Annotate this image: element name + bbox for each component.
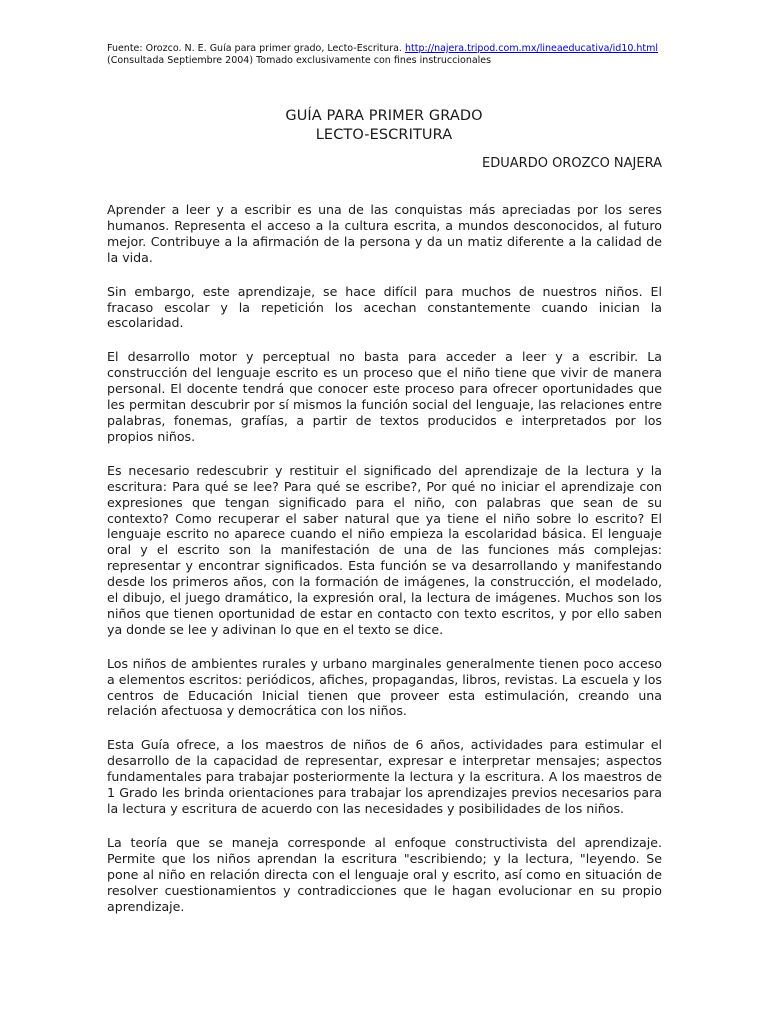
- document-subtitle: LECTO-ESCRITURA: [315, 127, 453, 143]
- author-name: EDUARDO OROZCO NAJERA: [482, 156, 662, 171]
- paragraph: La teoría que se maneja corresponde al enfoque constructivista del aprendizaje. Permite que los niños aprendan la escritura "escribiendo; y la lectura, "leyendo. Se pone al niño en relación directa con el lenguaje oral y escrito, así como en situación de resolver cuestionamientos y contradicciones que le hagan evolucionar en su propio aprendizaje.: [107, 834, 662, 914]
- source-line-1: [107, 43, 707, 55]
- paragraph: El desarrollo motor y perceptual no basta para acceder a leer y a escribir. La construcción del lenguaje escrito es un proceso que el niño tiene que vivir de manera personal. El docente tendrá que conocer este proceso para ofrecer oportunidades que les permitan descubrir por sí mismos la función social del lenguaje, las relaciones entre palabras, fonemas, grafías, a partir de textos producidos e interpretados por los propios niños.: [107, 349, 662, 444]
- document-title: GUÍA PARA PRIMER GRADO: [285, 108, 483, 124]
- paragraph: Los niños de ambientes rurales y urbano marginales generalmente tienen poco acceso a elementos escritos: periódicos, afiches, propagandas, libros, revistas. La escuela y los centros de Educación Inicial tienen que proveer esta estimulación, creando una relación afectuosa y democrática con los niños.: [107, 655, 662, 719]
- paragraph: Aprender a leer y a escribir es una de las conquistas más apreciadas por los seres humanos. Representa el acceso a la cultura escrita, a mundos desconocidos, al futuro mejor. Contribuye a la afirmación de la persona y da un matiz diferente a la calidad de la vida.: [107, 202, 662, 265]
- document-body: [107, 202, 662, 932]
- paragraph: Esta Guía ofrece, a los maestros de niños de 6 años, actividades para estimular el desarrollo de la capacidad de representar, expresar e interpretar mensajes; aspectos fundamentales para trabajar posteriormente la lectura y la escritura. A los maestros de 1 Grado les brinda orientaciones para trabajar los aprendizajes previos necesarios para la lectura y escritura de acuerdo con las necesidades y posibilidades de los niños.: [107, 737, 662, 816]
- paragraph: Es necesario redescubrir y restituir el significado del aprendizaje de la lectura y la escritura: Para qué se lee? Para qué se escribe?, Por qué no iniciar el aprendizaje con expresiones que tengan significado para el niño, con palabras que sean de su contexto? Como recuperar el saber natural que ya tiene el niño sobre lo escrito? El lenguaje escrito no aparece cuando el niño empieza la escolaridad básica. El lenguaje oral y el escrito son la manifestación de una de las funciones más complejas: representar y encontrar significados. Esta función se va desarrollando y manifestando desde los primeros años, con la formación de imágenes, la construcción, el modelado, el dibujo, el juego dramático, la expresión oral, la lectura de imágenes. Muchos son los niños que tienen oportunidad de estar en contacto con texto escritos, y por ello saben ya donde se lee y adivinan lo que en el texto se dice.: [107, 462, 662, 637]
- source-citation: [107, 43, 707, 66]
- paragraph: Sin embargo, este aprendizaje, se hace difícil para muchos de nuestros niños. El fracaso escolar y la repetición los acechan constantemente cuando inician la escolaridad.: [107, 283, 662, 331]
- source-line-2: (Consultada Septiembre 2004) Tomado exclusivamente con fines instruccionales: [107, 54, 492, 66]
- source-prefix: Fuente: Orozco. N. E. Guía para primer grado, Lecto-Escritura.: [107, 43, 405, 54]
- source-link[interactable]: http://najera.tripod.com.mx/lineaeducativa/id10.html: [404, 43, 659, 54]
